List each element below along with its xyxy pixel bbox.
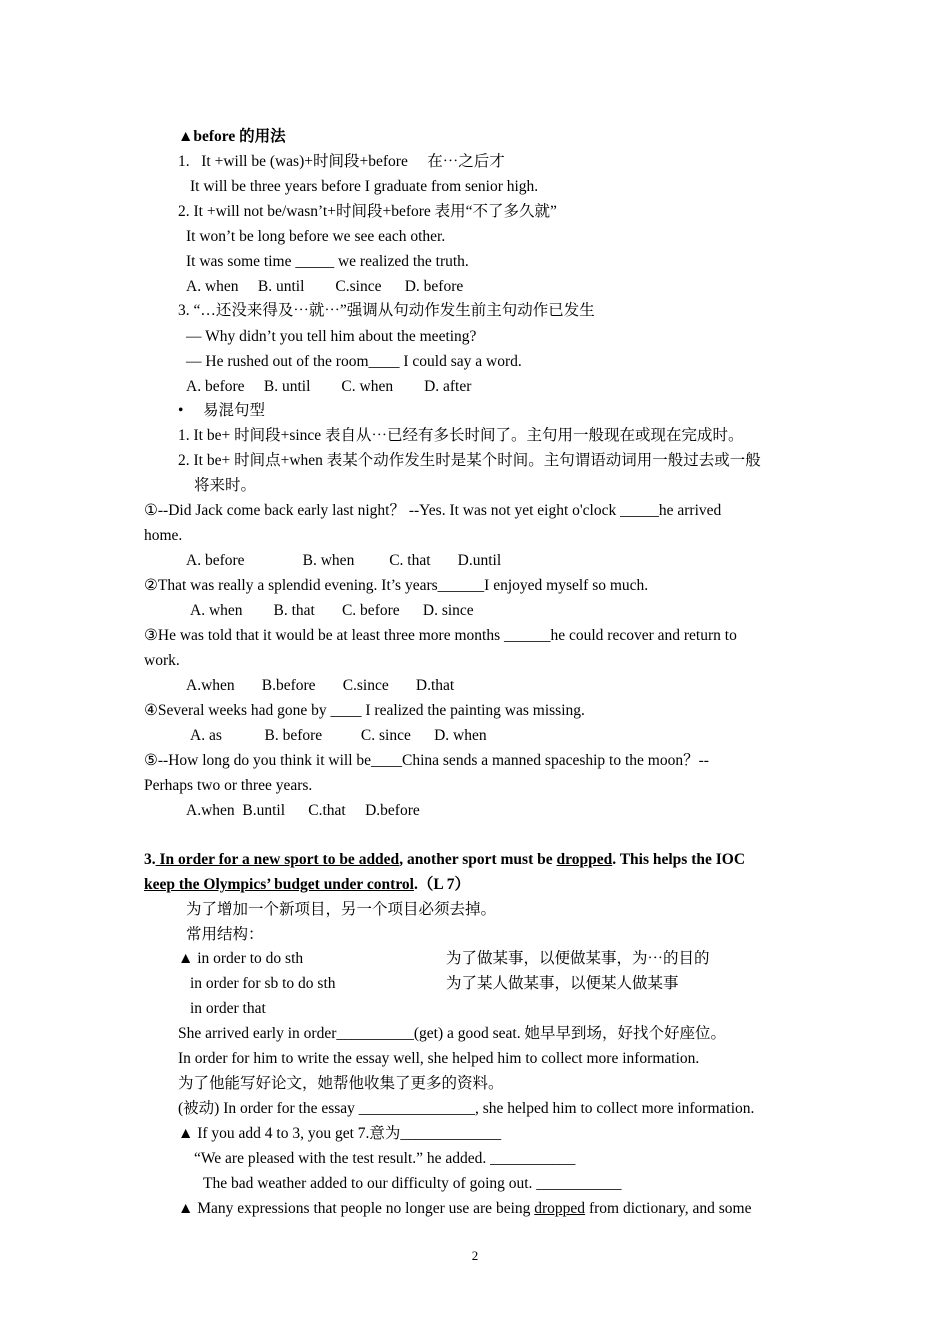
- structure-1-meaning: 为了做某事，以便做某事，为⋯的目的: [446, 950, 710, 967]
- bullet-icon: •: [178, 402, 184, 419]
- structure-3: in order that: [190, 1000, 266, 1017]
- question-4: ④Several weeks had gone by ____ I realized the painting was missing.: [144, 702, 585, 719]
- question-3: ③He was told that it would be at least three more months ______he could recover and return to: [144, 627, 737, 644]
- section-3-phrase-6: .（L 7）: [413, 876, 470, 893]
- before-rule-2-example-1: It won’t be long before we see each other.: [186, 228, 446, 245]
- structure-1: ▲ in order to do sth: [178, 950, 304, 967]
- before-rule-2-example-2: It was some time _____ we realized the truth.: [186, 253, 469, 270]
- confusing-pattern-2-cont: 将来时。: [194, 477, 257, 494]
- question-3-options: A.when B.before C.since D.that: [186, 677, 455, 694]
- before-rule-1: 1. It +will be (was)+时间段+before 在⋯之后才: [178, 153, 505, 170]
- question-5-cont: Perhaps two or three years.: [144, 777, 313, 794]
- section-3-heading-cont: [144, 875, 470, 895]
- before-rule-3-options: A. before B. until C. when D. after: [186, 378, 472, 395]
- before-rule-3-dialog-2: — He rushed out of the room____ I could say a word.: [186, 353, 522, 370]
- section-3-phrase-1: In order for a new sport to be added: [155, 851, 400, 868]
- drop-example-part-1: ▲ Many expressions that people no longer use are being: [178, 1200, 535, 1217]
- drop-example-underlined: dropped: [534, 1200, 586, 1217]
- question-3-cont: work.: [144, 652, 180, 669]
- in-order-example-3: (被动) In order for the essay _______________, she helped him to collect more information.: [178, 1100, 755, 1117]
- before-rule-2-options: A. when B. until C.since D. before: [186, 278, 464, 295]
- section-3-phrase-5: keep the Olympics’ budget under control: [144, 876, 414, 893]
- section-3-phrase-3: dropped: [556, 851, 613, 868]
- confusing-patterns-title: 易混句型: [203, 402, 266, 419]
- drop-example-part-2: from dictionary, and some: [585, 1200, 752, 1217]
- add-example-2: “We are pleased with the test result.” he added. ___________: [194, 1150, 576, 1167]
- confusing-pattern-1: 1. It be+ 时间段+since 表自从⋯已经有多长时间了。主句用一般现在或现在完成时。: [178, 427, 744, 444]
- page-number: 2: [471, 1248, 479, 1263]
- question-1-cont: home.: [144, 527, 183, 544]
- drop-example: [178, 1199, 752, 1219]
- add-example-1: ▲ If you add 4 to 3, you get 7.意为_____________: [178, 1125, 502, 1142]
- in-order-example-2: In order for him to write the essay well, she helped him to collect more information.: [178, 1050, 700, 1067]
- question-5: ⑤--How long do you think it will be____China sends a manned spaceship to the moon？--: [144, 752, 709, 769]
- question-2-options: A. when B. that C. before D. since: [190, 602, 474, 619]
- common-structures-label: 常用结构：: [186, 926, 264, 943]
- question-2: ②That was really a splendid evening. It’s years______I enjoyed myself so much.: [144, 577, 649, 594]
- before-rule-3-dialog-1: — Why didn’t you tell him about the meeting?: [186, 328, 477, 345]
- section-3-translation: 为了增加一个新项目，另一个项目必须去掉。: [186, 901, 497, 918]
- question-5-options: A.when B.until C.that D.before: [186, 802, 420, 819]
- add-example-3: The bad weather added to our difficulty of going out. ___________: [203, 1175, 622, 1192]
- structure-2-meaning: 为了某人做某事，以便某人做某事: [446, 975, 679, 992]
- before-rule-2: 2. It +will not be/wasn’t+时间段+before 表用“不了多久就”: [178, 203, 557, 220]
- question-1: ①--Did Jack come back early last night？ --Yes. It was not yet eight o'clock _____he arrived: [144, 502, 722, 519]
- section-3-phrase-2: , another sport must be: [399, 851, 557, 868]
- in-order-example-1: She arrived early in order__________(get) a good seat. 她早早到场，好找个好座位。: [178, 1025, 726, 1042]
- confusing-pattern-2: 2. It be+ 时间点+when 表某个动作发生时是某个时间。主句谓语动词用一般过去或一般: [178, 452, 761, 469]
- in-order-example-2-translation: 为了他能写好论文，她帮他收集了更多的资料。: [178, 1075, 504, 1092]
- section-3-number: 3.: [144, 851, 156, 868]
- question-1-options: A. before B. when C. that D.until: [186, 552, 502, 569]
- question-4-options: A. as B. before C. since D. when: [190, 727, 487, 744]
- structure-2: in order for sb to do sth: [190, 975, 336, 992]
- before-rule-3: 3. “…还没来得及⋯就⋯”强调从句动作发生前主句动作已发生: [178, 302, 595, 319]
- before-rule-1-example: It will be three years before I graduate from senior high.: [190, 178, 539, 195]
- section-3-heading: [144, 850, 749, 870]
- section-3-phrase-4: . This helps the IOC: [612, 851, 749, 868]
- before-usage-heading: ▲before 的用法: [178, 128, 286, 145]
